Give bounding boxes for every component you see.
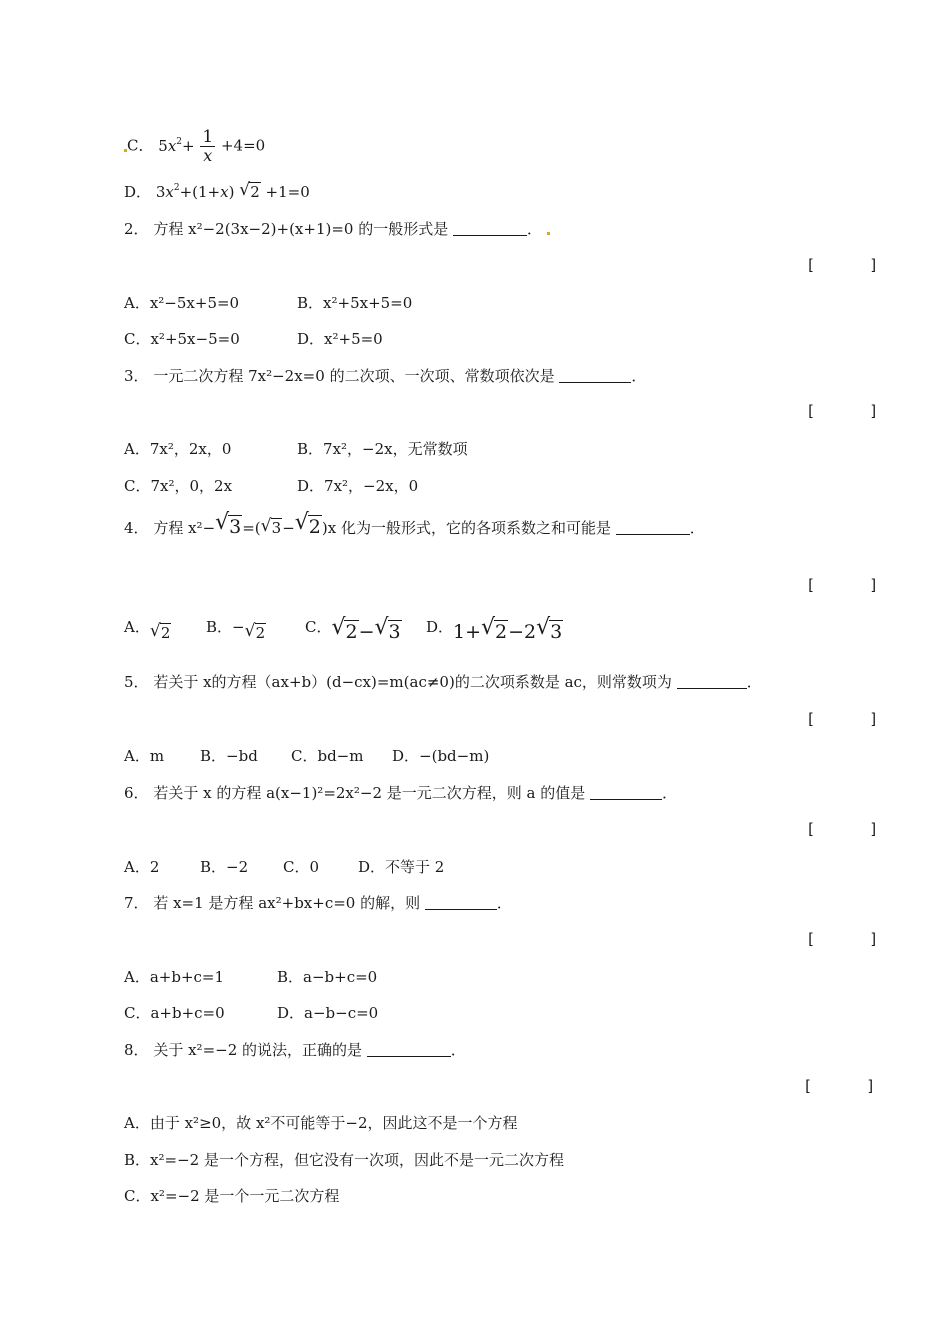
question-end: ． [689,519,705,537]
answer-bracket: [ ] [806,402,879,420]
option-label: B．− [206,618,245,636]
q6-option-a: A．2 [124,858,160,876]
sqrt-2 [245,622,267,644]
q7-option-a: A．a+b+c=1 [124,968,225,986]
radicand: 2 [250,183,260,201]
q4-option-a [124,616,171,644]
question-4 [124,516,705,539]
question-7 [124,892,512,914]
radicand: 3 [271,519,282,537]
expr-3x2: $3x^2+(1+x)$ [155,183,235,201]
question-end: ． [631,367,647,385]
sqrt-3 [261,517,283,539]
sqrt-3 [536,621,563,643]
question-3 [124,365,646,387]
q2-option-d: D．x²+5=0 [297,330,383,348]
answer-blank [590,785,662,800]
sqrt-2 [239,181,261,203]
option-label: C． [305,618,332,636]
question-text: =( [242,519,261,537]
q8-option-b: B．x²=−2 是一个方程，但它没有一次项，因此不是一元二次方程 [124,1151,564,1169]
question-number: 8． [124,1041,149,1059]
question-text: 的一般形式是 [353,220,449,238]
q3-option-c: C．7x²，0，2x [124,477,233,495]
question-text: )x 化为一般形式，它的各项系数之和可能是 [321,519,611,537]
question-number: 2． [124,220,149,238]
q6-option-c: C．0 [283,858,320,876]
question-end: ． [450,1041,466,1059]
q6-option-d: D．不等于 2 [358,858,445,876]
q2-option-b: B．x²+5x+5=0 [297,294,413,312]
q5-option-c: C．bd−m [291,747,364,765]
q1-option-d [124,181,310,203]
question-text: 方程 [153,220,189,238]
q7-option-c: C．a+b+c=0 [124,1004,225,1022]
answer-blank [677,674,747,689]
q5-option-d: D．−(bd−m) [392,747,490,765]
question-number: 3． [124,367,149,385]
sqrt-3 [215,516,242,538]
question-text: − [282,519,295,537]
sqrt-3 [375,621,402,643]
question-text: 若关于 x的方程（ax+b）(d−cx)=m(ac≠0)的二次项系数是 ac，则常数项为 [153,673,672,691]
radicand: 3 [229,516,242,538]
question-end: ． [746,673,762,691]
answer-blank [453,221,527,236]
question-text: 若 x=1 是方程 ax²+bx+c=0 的解，则 [153,894,421,912]
marker-dot [547,232,550,235]
fraction-1-over-x [200,128,215,165]
question-end: ． [662,784,678,802]
answer-blank [425,895,497,910]
q3-option-d: D．7x²，−2x，0 [297,477,419,495]
question-5 [124,671,762,693]
q3-option-b: B．7x²，−2x，无常数项 [297,440,468,458]
option-text: 1+ [453,621,482,643]
answer-blank [616,520,690,535]
option-text: − [358,621,375,643]
q5-option-a: A．m [124,747,165,765]
question-text: 若关于 x 的方程 a(x−1)²=2x²−2 是一元二次方程，则 a 的值是 [153,784,586,802]
question-end: ． [496,894,512,912]
question-6 [124,782,677,804]
question-8 [124,1039,466,1061]
q7-option-b: B．a−b+c=0 [277,968,378,986]
question-2 [124,218,550,240]
radicand: 3 [388,621,401,643]
question-end: ． [527,220,543,238]
expr-5x: $5x^2+$ [158,136,195,155]
question-expr: x²−2(3x−2)+(x+1)=0 [188,220,354,238]
sqrt-2 [481,621,508,643]
q2-option-c: C．x²+5x−5=0 [124,330,240,348]
answer-bracket: [ ] [806,256,879,274]
q2-option-a: A．x²−5x+5=0 [124,294,240,312]
question-number: 7． [124,894,149,912]
q4-option-b [206,616,266,644]
question-text: 一元二次方程 7x²−2x=0 的二次项、一次项、常数项依次是 [153,367,555,385]
sqrt-2 [150,622,172,644]
q4-option-d [426,616,563,644]
expr-tail: +4=0 [220,136,266,155]
option-text: −2 [508,621,537,643]
radicand: 3 [550,621,563,643]
sqrt-2 [295,516,322,538]
answer-bracket: [ ] [806,930,879,948]
answer-bracket: [ ] [806,710,879,728]
q8-option-a: A．由于 x²≥0，故 x²不可能等于−2，因此这不是一个方程 [124,1114,518,1132]
radicand: 2 [160,624,171,642]
q3-option-a: A．7x²，2x，0 [124,440,232,458]
option-label: D． [426,618,454,636]
radicand: 2 [308,516,321,538]
radicand: 2 [255,624,266,642]
radicand: 2 [345,621,358,643]
sqrt-2 [331,621,358,643]
q4-option-c [305,616,402,644]
q7-option-d: D．a−b−c=0 [277,1004,379,1022]
answer-bracket: [ ] [803,1077,876,1095]
answer-bracket: [ ] [806,576,879,594]
q6-option-b: B．−2 [200,858,249,876]
option-label: C． [127,136,154,155]
question-text: 关于 x²=−2 的说法，正确的是 [153,1041,363,1059]
answer-bracket: [ ] [806,820,879,838]
fraction-denominator: x [203,146,213,165]
question-text: 方程 x²− [153,519,216,537]
question-number: 6． [124,784,149,802]
option-label: A． [124,618,150,636]
answer-blank [559,368,631,383]
radicand: 2 [495,621,508,643]
question-number: 4． [124,519,149,537]
answer-blank [367,1042,451,1057]
q5-option-b: B．−bd [200,747,258,765]
q1-option-c [124,128,265,165]
expr-tail: +1=0 [265,183,310,201]
option-label: D． [124,183,152,201]
fraction-numerator: 1 [202,127,214,147]
question-number: 5． [124,673,149,691]
q8-option-c: C．x²=−2 是一个一元二次方程 [124,1187,340,1205]
